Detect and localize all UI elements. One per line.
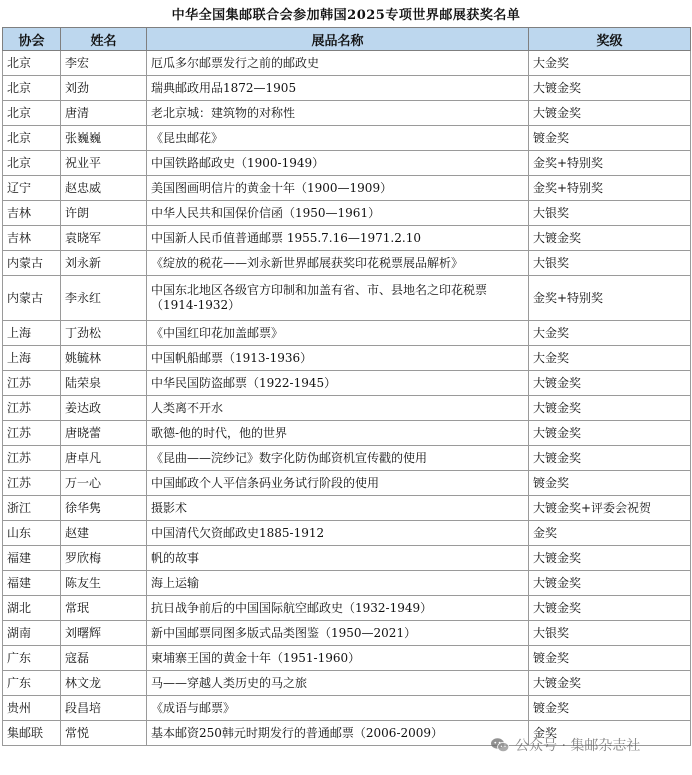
table-row [3,471,691,496]
cell-name: 许朗 [61,201,147,226]
cell-association: 江苏 [3,371,61,396]
cell-association: 集邮联 [3,721,61,746]
cell-exhibit: 老北京城：建筑物的对称性 [147,101,529,126]
cell-association: 内蒙古 [3,276,61,321]
cell-award: 大银奖 [529,251,691,276]
cell-name: 罗欣梅 [61,546,147,571]
cell-name: 袁晓军 [61,226,147,251]
cell-award: 大银奖 [529,621,691,646]
cell-association: 内蒙古 [3,251,61,276]
cell-association: 北京 [3,151,61,176]
table-row [3,76,691,101]
header-association: 协会 [3,28,61,51]
wechat-icon [490,737,510,753]
cell-name: 张巍巍 [61,126,147,151]
cell-name: 万一心 [61,471,147,496]
table-row [3,571,691,596]
cell-exhibit: 《昆虫邮花》 [147,126,529,151]
cell-exhibit: 歌德-他的时代，他的世界 [147,421,529,446]
cell-award: 大镀金奖 [529,76,691,101]
cell-exhibit: 海上运输 [147,571,529,596]
cell-association: 福建 [3,546,61,571]
cell-association: 上海 [3,346,61,371]
cell-name: 林文龙 [61,671,147,696]
cell-name: 赵建 [61,521,147,546]
cell-association: 浙江 [3,496,61,521]
cell-exhibit: 中国东北地区各级官方印制和加盖有省、市、县地名之印花税票（1914-1932） [147,276,529,321]
cell-award: 大镀金奖 [529,446,691,471]
cell-name: 李宏 [61,51,147,76]
table-row [3,176,691,201]
table-row [3,396,691,421]
header-award: 奖级 [529,28,691,51]
header-exhibit: 展品名称 [147,28,529,51]
cell-name: 陆荣泉 [61,371,147,396]
cell-name: 刘劲 [61,76,147,101]
table-row [3,421,691,446]
cell-award: 镀金奖 [529,646,691,671]
cell-exhibit: 摄影术 [147,496,529,521]
cell-exhibit: 《昆曲——浣纱记》数字化防伪邮资机宣传戳的使用 [147,446,529,471]
cell-association: 湖北 [3,596,61,621]
award-table [2,27,691,746]
cell-award: 大镀金奖 [529,596,691,621]
cell-association: 广东 [3,646,61,671]
table-row [3,371,691,396]
cell-exhibit: 瑞典邮政用品1872—1905 [147,76,529,101]
table-row [3,126,691,151]
cell-association: 贵州 [3,696,61,721]
table-row [3,596,691,621]
cell-association: 广东 [3,671,61,696]
cell-name: 唐清 [61,101,147,126]
cell-association: 北京 [3,76,61,101]
table-row [3,671,691,696]
table-row [3,696,691,721]
cell-exhibit: 美国图画明信片的黄金十年（1900—1909） [147,176,529,201]
cell-association: 福建 [3,571,61,596]
cell-award: 大镀金奖 [529,546,691,571]
watermark [490,734,640,756]
table-body [3,51,691,746]
cell-exhibit: 马——穿越人类历史的马之旅 [147,671,529,696]
cell-exhibit: 中华人民共和国保价信函（1950—1961） [147,201,529,226]
cell-exhibit: 中国新人民币值普通邮票 1955.7.16—1971.2.10 [147,226,529,251]
cell-association: 北京 [3,101,61,126]
page-title: 中华全国集邮联合会参加韩国2025专项世界邮展获奖名单 [171,8,521,23]
cell-name: 唐晓蕾 [61,421,147,446]
table-row [3,276,691,321]
cell-association: 北京 [3,126,61,151]
cell-award: 大镀金奖 [529,421,691,446]
cell-award: 金奖+特别奖 [529,176,691,201]
cell-exhibit: 新中国邮票同图多版式品类图鉴（1950—2021） [147,621,529,646]
cell-award: 镀金奖 [529,696,691,721]
cell-award: 大金奖 [529,321,691,346]
cell-award: 大镀金奖 [529,101,691,126]
cell-name: 丁劲松 [61,321,147,346]
cell-name: 刘曙辉 [61,621,147,646]
cell-award: 镀金奖 [529,126,691,151]
cell-exhibit: 《绽放的税花——刘永新世界邮展获奖印花税票展品解析》 [147,251,529,276]
cell-award: 大银奖 [529,201,691,226]
cell-name: 姚毓林 [61,346,147,371]
cell-association: 江苏 [3,421,61,446]
cell-award: 大镀金奖 [529,396,691,421]
cell-exhibit: 厄瓜多尔邮票发行之前的邮政史 [147,51,529,76]
cell-exhibit: 抗日战争前后的中国国际航空邮政史（1932-1949） [147,596,529,621]
table-row [3,151,691,176]
table-row [3,201,691,226]
cell-name: 刘永新 [61,251,147,276]
cell-name: 徐华隽 [61,496,147,521]
cell-award: 大镀金奖 [529,371,691,396]
cell-name: 常珉 [61,596,147,621]
cell-association: 江苏 [3,446,61,471]
cell-exhibit: 中华民国防盗邮票（1922-1945） [147,371,529,396]
cell-exhibit: 柬埔寨王国的黄金十年（1951-1960） [147,646,529,671]
cell-exhibit: 中国帆船邮票（1913-1936） [147,346,529,371]
cell-exhibit: 人类离不开水 [147,396,529,421]
cell-name: 陈友生 [61,571,147,596]
cell-exhibit: 中国铁路邮政史（1900-1949） [147,151,529,176]
cell-name: 段昌培 [61,696,147,721]
cell-award: 大镀金奖+评委会祝贺 [529,496,691,521]
cell-association: 吉林 [3,226,61,251]
table-row [3,646,691,671]
cell-award: 金奖 [529,721,691,746]
cell-association: 山东 [3,521,61,546]
cell-association: 辽宁 [3,176,61,201]
cell-association: 吉林 [3,201,61,226]
cell-award: 金奖 [529,521,691,546]
table-row [3,346,691,371]
watermark-text: 公众号 · 集邮杂志社 [515,738,641,754]
table-row [3,51,691,76]
cell-association: 江苏 [3,471,61,496]
cell-exhibit: 《成语与邮票》 [147,696,529,721]
cell-name: 祝业平 [61,151,147,176]
cell-association: 湖南 [3,621,61,646]
cell-award: 镀金奖 [529,471,691,496]
cell-exhibit: 中国邮政个人平信条码业务试行阶段的使用 [147,471,529,496]
cell-award: 金奖+特别奖 [529,276,691,321]
cell-association: 上海 [3,321,61,346]
cell-award: 大镀金奖 [529,671,691,696]
cell-award: 金奖+特别奖 [529,151,691,176]
cell-exhibit: 基本邮资250韩元时期发行的普通邮票（2006-2009） [147,721,529,746]
cell-association: 北京 [3,51,61,76]
header-name: 姓名 [61,28,147,51]
cell-award: 大镀金奖 [529,571,691,596]
cell-exhibit: 中国清代欠资邮政史1885-1912 [147,521,529,546]
cell-name: 常悦 [61,721,147,746]
cell-award: 大金奖 [529,346,691,371]
table-header-row [3,28,691,51]
table-row [3,496,691,521]
table-row [3,621,691,646]
table-row [3,521,691,546]
table-row [3,226,691,251]
cell-award: 大镀金奖 [529,226,691,251]
table-row [3,546,691,571]
cell-name: 寇磊 [61,646,147,671]
table-row [3,321,691,346]
table-row [3,101,691,126]
cell-name: 李永红 [61,276,147,321]
cell-award: 大金奖 [529,51,691,76]
cell-name: 赵忠威 [61,176,147,201]
cell-name: 唐卓凡 [61,446,147,471]
table-row [3,446,691,471]
cell-association: 江苏 [3,396,61,421]
cell-exhibit: 帆的故事 [147,546,529,571]
cell-exhibit: 《中国红印花加盖邮票》 [147,321,529,346]
table-row [3,251,691,276]
cell-name: 姜达政 [61,396,147,421]
